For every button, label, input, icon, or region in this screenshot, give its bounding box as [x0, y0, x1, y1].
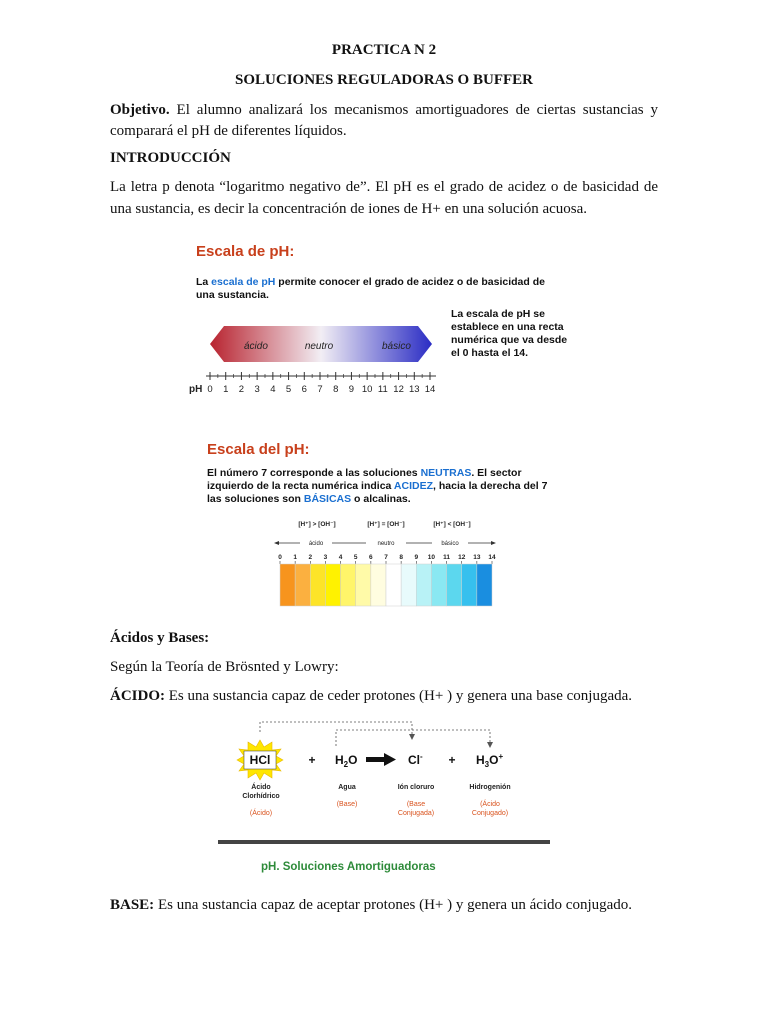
acid-text: Es una sustancia capaz de ceder protones (H+ ) y genera una base conjugada.: [165, 688, 633, 704]
ph-axis-label: pH: [189, 384, 203, 395]
figure1-desc-highlight: escala de pH: [211, 276, 276, 288]
ph-scale-graphic: [186, 322, 446, 402]
figure1-side-note-line: establece en una recta: [451, 321, 564, 333]
figure1-description: [196, 276, 586, 302]
role-conj-acid-1: (Ácido: [480, 801, 500, 808]
role-conj-base-1: (Base: [406, 801, 426, 808]
color-swatch: [431, 564, 446, 606]
figure1-desc-post: permite conocer el grado de acidez o de basicidad de: [275, 276, 545, 288]
arrow-label-neutral: neutro: [304, 341, 334, 352]
range-label-basic: básico: [441, 541, 459, 547]
figure2-line-1: [207, 467, 567, 480]
relation-acid: [H⁺] > [OH⁻]: [298, 521, 336, 528]
h3o-o: O: [489, 753, 499, 767]
figure2-line3-post: o alcalinas.: [351, 493, 411, 505]
role-conj-base-2: Conjugada): [397, 810, 435, 817]
base-text: Es una sustancia capaz de aceptar protones (H+ ) y genera un ácido conjugado.: [154, 897, 633, 913]
caption-separator: [218, 840, 550, 844]
base-definition: [110, 894, 658, 916]
figure2-line2-highlight: ACIDEZ: [393, 480, 434, 492]
page-title: PRACTICA N 2: [331, 42, 437, 58]
figure2-line3-highlight: BÁSICAS: [303, 493, 352, 505]
color-swatch: [462, 564, 477, 606]
color-scale-tick-label: 3: [323, 554, 328, 561]
color-scale-tick-label: 5: [353, 554, 358, 561]
cl-symbol: Cl: [408, 753, 420, 767]
h2o-sub: 2: [343, 760, 349, 769]
color-swatch: [310, 564, 325, 606]
figure2-line-2: [207, 480, 567, 493]
formula-h2o: [335, 753, 357, 769]
color-swatch: [447, 564, 462, 606]
color-scale-tick-label: 14: [488, 554, 496, 561]
role-conj-acid-2: Conjugado): [471, 810, 509, 817]
range-label-acid: ácido: [308, 541, 324, 547]
theory-line: Según la Teoría de Brösnted y Lowry:: [110, 659, 339, 675]
ph-tick-label: 11: [377, 384, 388, 395]
color-scale-tick-label: 0: [278, 554, 282, 561]
color-swatch: [280, 564, 295, 606]
role-base: (Base): [336, 801, 358, 808]
ph-tick-label: 12: [393, 384, 404, 395]
acid-label: ÁCIDO:: [110, 688, 165, 704]
name-hydrogenion: Hidrogenión: [469, 784, 511, 791]
color-swatch: [295, 564, 310, 606]
ph-tick-label: 1: [223, 384, 229, 395]
ph-ticks: [207, 372, 435, 395]
cl-charge: -: [420, 752, 423, 761]
ph-tick-label: 5: [285, 384, 292, 395]
figure2-line2-pre: izquierdo de la recta numérica indica: [207, 480, 394, 492]
reaction-diagram: [218, 718, 550, 848]
figure1-side-note-line: el 0 hasta el 14.: [451, 347, 529, 359]
reaction-arrow-shaft: [366, 757, 386, 762]
name-acid-2: Clorhídrico: [242, 793, 280, 800]
ph-tick-label: 10: [361, 384, 373, 395]
figure2-title: Escala del pH:: [207, 441, 310, 458]
role-acid: (Ácido): [249, 810, 273, 817]
color-swatch: [341, 564, 356, 606]
color-scale-tick-label: 8: [399, 554, 403, 561]
objective-line-1: [110, 99, 658, 121]
color-swatch: [356, 564, 371, 606]
ph-color-scale: [270, 514, 502, 610]
page-subtitle: SOLUCIONES REGULADORAS O BUFFER: [235, 72, 533, 88]
figure2-line-3: [207, 493, 567, 506]
acid-definition: [110, 685, 658, 707]
ph-tick-label: 7: [317, 384, 323, 395]
formula-cl: [408, 752, 423, 767]
figure-caption: pH. Soluciones Amortiguadoras: [261, 861, 436, 873]
intro-line-1: La letra p denota “logaritmo negativo de”. El pH es el grado de acidez o de basicidad de: [110, 179, 658, 195]
formula-hcl: HCl: [249, 753, 271, 767]
objective-line-2: comparará el pH de diferentes líquidos.: [110, 123, 347, 139]
name-acid-1: Ácido: [251, 784, 271, 791]
ph-tick-label: 9: [348, 384, 355, 395]
color-scale-tick-label: 11: [443, 554, 451, 561]
color-scale-tick-label: 13: [473, 554, 481, 561]
figure1-side-note-line: numérica que va desde: [451, 334, 568, 346]
h3o-h: H: [476, 753, 485, 767]
h3o-sub: 3: [484, 760, 490, 769]
formula-h3o: [476, 752, 503, 769]
color-swatch: [416, 564, 431, 606]
arrow-label-basic: básico: [382, 341, 411, 352]
color-scale-tick-label: 9: [414, 554, 419, 561]
ph-tick-label: 6: [301, 384, 307, 395]
intro-line-2: una sustancia, es decir la concentración de iones de H+ en una solución acuosa.: [110, 201, 588, 217]
color-scale-ticks: [278, 554, 496, 564]
h3o-charge: +: [498, 752, 504, 761]
figure1-desc-pre: La: [196, 276, 212, 288]
acids-bases-heading: Ácidos y Bases:: [110, 630, 210, 646]
range-arrow-left: [274, 541, 279, 545]
figure2-line1-highlight: NEUTRAS: [420, 467, 472, 479]
base-label: BASE:: [110, 897, 155, 913]
name-chloride: Ión cloruro: [397, 784, 435, 791]
h2o-h: H: [335, 753, 344, 767]
figure2-line1-pre: El número 7 corresponde a las soluciones: [207, 467, 421, 479]
bracket-arrow: [487, 742, 493, 748]
arrow-label-acid: ácido: [244, 341, 268, 352]
color-scale-tick-label: 12: [458, 554, 466, 561]
figure2-description: [207, 467, 567, 506]
figure1-title: Escala de pH:: [196, 243, 295, 260]
color-scale-tick-label: 1: [293, 554, 297, 561]
color-scale-tick-label: 4: [338, 554, 343, 561]
color-swatches: [280, 564, 492, 606]
color-swatch: [386, 564, 401, 606]
ph-tick-label: 3: [254, 384, 260, 395]
objective-label: Objetivo.: [110, 102, 170, 118]
figure2-line3-pre: las soluciones son: [207, 493, 304, 505]
h2o-o: O: [348, 753, 358, 767]
plus-sign: +: [308, 753, 316, 767]
bracket-arrow: [409, 734, 415, 740]
relation-basic: [H⁺] < [OH⁻]: [433, 521, 471, 528]
color-scale-tick-label: 6: [369, 554, 373, 561]
ph-tick-label: 4: [270, 384, 276, 395]
color-swatch: [401, 564, 416, 606]
relation-neutral: [H⁺] = [OH⁻]: [367, 521, 405, 528]
range-arrow-right: [491, 541, 496, 545]
ph-tick-label: 8: [333, 384, 339, 395]
range-label-neutral: neutro: [377, 541, 395, 547]
figure1-side-note-line: La escala de pH se: [451, 308, 545, 320]
name-water: Agua: [338, 784, 356, 791]
figure1-side-note: [451, 308, 581, 360]
figure2-line2-post: , hacia la derecha del 7: [433, 480, 548, 492]
color-swatch: [371, 564, 386, 606]
figure2-line1-post: . El sector: [471, 467, 522, 479]
color-scale-tick-label: 10: [427, 554, 436, 561]
reaction-arrow-head-icon: [384, 753, 396, 766]
color-swatch: [477, 564, 492, 606]
plus-sign: +: [448, 753, 456, 767]
color-scale-tick-label: 2: [308, 554, 313, 561]
intro-heading: INTRODUCCIÓN: [110, 150, 231, 166]
ph-tick-label: 13: [408, 384, 420, 395]
ph-tick-label: 14: [424, 384, 436, 395]
figure1-desc-line2: una sustancia.: [196, 289, 269, 301]
color-swatch: [325, 564, 340, 606]
objective-text-1: El alumno analizará los mecanismos amortiguadores de ciertas sustancias y: [176, 102, 659, 118]
color-scale-tick-label: 7: [384, 554, 388, 561]
ph-tick-label: 0: [207, 384, 213, 395]
ph-tick-label: 2: [238, 384, 245, 395]
